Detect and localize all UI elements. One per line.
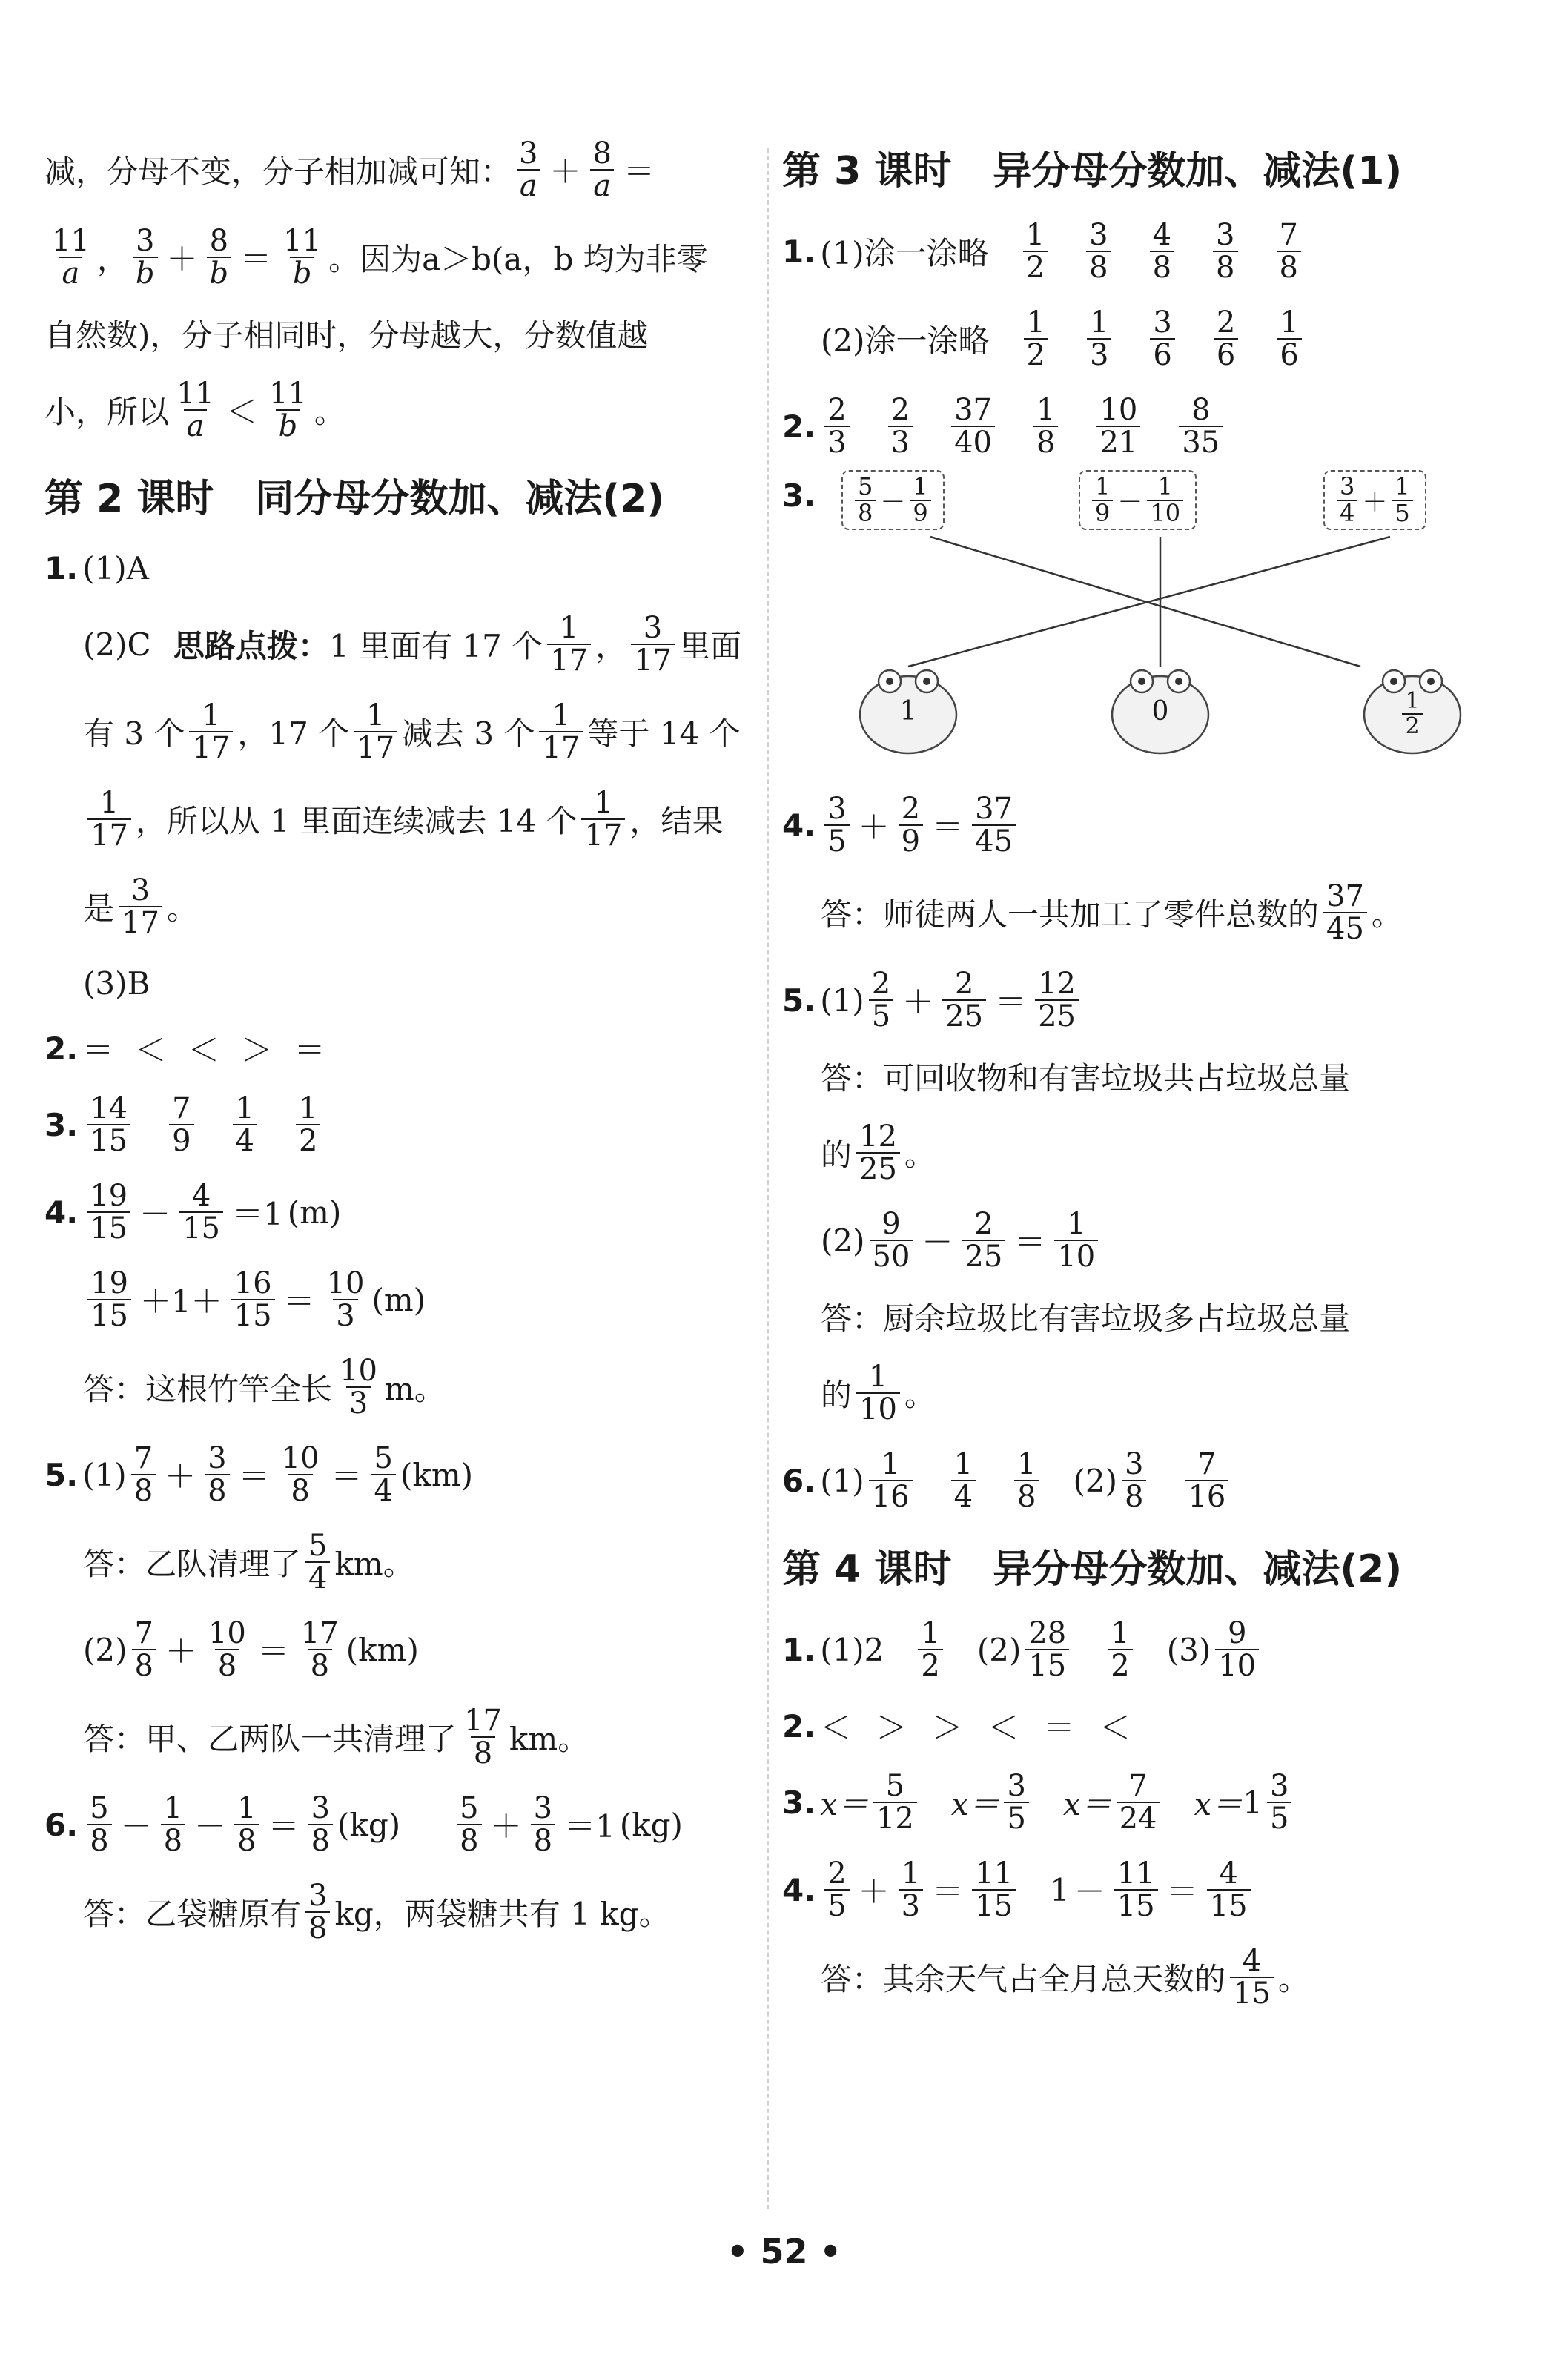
left-column [44, 126, 741, 1956]
answer-line: (3)B [83, 965, 150, 1002]
fraction: $\frac{1}{17}$ [189, 700, 233, 764]
fraction: $\frac{5}{4}$ [305, 1530, 330, 1594]
fraction: $\frac{10}{8}$ [208, 1616, 246, 1683]
fraction: $\frac{1}{17}$ [581, 787, 625, 851]
question-number: 5. [44, 1456, 79, 1493]
answer-line: 答：其余天气占全月总天数的 $\frac{4}{15}$ 。 [821, 1944, 1309, 2011]
fraction: $\frac{3}{8}$ [308, 1793, 333, 1856]
fraction: $\frac{1}{17}$ [87, 787, 131, 851]
fraction: $\frac{2}{25}$ [942, 968, 986, 1032]
fraction: $\frac{17}{8}$ [300, 1616, 339, 1683]
fraction: $\frac{1}{17}$ [539, 700, 583, 764]
answer-line: 1. (1)2 $\frac{1}{2}$ (2) $\frac{28}{15}$ $\frac{1}{2}$ (3) $\frac{9}{10}$ [782, 1606, 1524, 1693]
lesson-4-heading: 第 4 课时 异分母分数加、减法(2) [782, 1547, 1403, 1592]
text: 里面 [678, 628, 741, 664]
fraction: $\frac{1}{2}$ [918, 1618, 942, 1681]
fraction: $\frac{4}{15}$ [179, 1180, 223, 1244]
fraction: $\frac{7}{24}$ [1117, 1770, 1160, 1834]
expression-tag: $\frac{3}{4}$ ＋ $\frac{1}{5}$ [1323, 470, 1426, 530]
fraction: $\frac{10}{3}$ [326, 1266, 365, 1333]
fraction: $\frac{3}{8}$ [1086, 219, 1111, 283]
fraction: $\frac{4}{8}$ [1150, 219, 1174, 283]
frog-value: 0 [1151, 696, 1169, 727]
fraction: $\frac{19}{15}$ [87, 1180, 130, 1244]
answer-line: $\frac{1}{17}$ ，所以从 1 里面连续减去 14 个 $\frac{1}{17}$ ，结果 [44, 775, 741, 863]
fraction: $\frac{3}{8}$ [1213, 219, 1237, 283]
text-line: 小，所以 $\frac{11}{a}$ ＜ $\frac{11}{b}$ 。 [44, 377, 345, 443]
answer-line: 2. ＝ ＜ ＜ ＞ ＝ [44, 1030, 331, 1068]
fraction: $\frac{1}{10}$ [1054, 1208, 1098, 1272]
fraction: $\frac{1}{8}$ [234, 1793, 259, 1856]
fraction: $\frac{7}{16}$ [1185, 1449, 1228, 1512]
fraction: $\frac{2}{25}$ [962, 1208, 1005, 1272]
lesson-3-heading: 第 3 课时 异分母分数加、减法(1) [782, 148, 1403, 194]
fraction: $\frac{3}{8}$ [1122, 1449, 1146, 1512]
page-number: • 52 • [727, 2232, 841, 2272]
text: 。因为 [328, 241, 423, 277]
fraction: $\frac{1}{6}$ [1277, 307, 1301, 371]
fraction: $\frac{5}{8}$ [457, 1793, 481, 1856]
fraction: $\frac{3}{a}$ [516, 138, 540, 202]
question-number: 3. [782, 477, 816, 514]
fraction: $\frac{1}{4}$ [951, 1449, 976, 1512]
fraction: $\frac{1}{4}$ [233, 1093, 257, 1157]
fraction: $\frac{2}{5}$ [824, 1858, 849, 1922]
fraction: $\frac{1}{3}$ [1087, 307, 1111, 371]
text: (2)C [83, 626, 151, 663]
fraction: $\frac{1}{2}$ [1023, 219, 1048, 283]
fraction: $\frac{28}{15}$ [1025, 1618, 1069, 1681]
text: 小，所以 [44, 394, 170, 430]
fraction: $\frac{11}{a}$ [176, 377, 214, 443]
fraction: $\frac{10}{21}$ [1096, 394, 1140, 458]
question-number: 4. [782, 807, 816, 844]
answer-line: 答：可回收物和有害垃圾共占垃圾总量 [821, 1060, 1351, 1097]
fraction: $\frac{9}{50}$ [870, 1208, 913, 1272]
column-divider [767, 148, 769, 2209]
fraction: $\frac{2}{5}$ [869, 968, 893, 1032]
fraction: $\frac{2}{9}$ [899, 793, 923, 857]
fraction: $\frac{1}{17}$ [354, 700, 397, 764]
answer-line [782, 383, 1524, 470]
fraction: $\frac{4}{15}$ [1230, 1945, 1274, 2009]
answer-line: 答：乙队清理了 $\frac{5}{4}$ km。 [83, 1529, 414, 1595]
fraction: $\frac{1}{2}$ [1108, 1618, 1132, 1681]
fraction: $\frac{1}{8}$ [1033, 394, 1058, 458]
text-line [44, 301, 741, 366]
answer-line: 答：乙袋糖原有 $\frac{3}{8}$ kg，两袋糖共有 1 kg。 [83, 1879, 670, 1945]
fraction: $\frac{1}{17}$ [547, 612, 591, 676]
fraction: $\frac{9}{10}$ [1215, 1618, 1259, 1681]
fraction: $\frac{37}{45}$ [1323, 881, 1367, 945]
fraction: $\frac{11}{a}$ [52, 224, 90, 291]
fraction: $\frac{8}{b}$ [207, 225, 232, 289]
fraction: $\frac{3}{8}$ [305, 1880, 330, 1944]
fraction: $\frac{37}{45}$ [972, 793, 1016, 857]
fraction: $\frac{17}{8}$ [464, 1704, 502, 1770]
fraction: $\frac{7}{8}$ [131, 1443, 156, 1507]
fraction: $\frac{1}{10}$ [856, 1361, 900, 1425]
question-number: 2. [44, 1030, 79, 1067]
question-number: 3. [782, 1784, 816, 1821]
matching-diagram [827, 470, 1494, 759]
fraction: $\frac{12}{25}$ [1035, 968, 1079, 1032]
fraction: $\frac{37}{40}$ [951, 394, 995, 458]
answer-line [44, 535, 741, 601]
fraction: $\frac{1}{8}$ [1014, 1449, 1039, 1512]
text-line: $\frac{11}{a}$ ， $\frac{3}{b}$ ＋ $\frac{8}{b}$ ＝ $\frac{11}{b}$ 。因为 a＞b(a，b 均为非零 [44, 214, 741, 301]
fraction: $\frac{7}{8}$ [1277, 219, 1301, 283]
answer-line: (2)涂一涂略 $\frac{1}{2}$ $\frac{1}{3}$ $\frac{3}{6}$ $\frac{2}{6}$ $\frac{1}{6}$ [782, 295, 1524, 383]
expression-tag: $\frac{1}{9}$ － $\frac{1}{10}$ [1079, 470, 1197, 530]
fraction: $\frac{3}{17}$ [119, 875, 162, 939]
answer-line: 是 $\frac{3}{17}$ 。 [83, 873, 198, 940]
answer-line: 6. $\frac{5}{8}$ － $\frac{1}{8}$ － $\frac{1}{8}$ ＝ $\frac{3}{8}$ (kg) $\frac{5}{8}$ ＋ $\frac{3}{8}$ ＝1 (kg) [44, 1791, 683, 1858]
fraction: $\frac{14}{15}$ [87, 1093, 130, 1157]
fraction: $\frac{5}{8}$ [87, 1793, 111, 1856]
question-number: 2. [782, 408, 816, 445]
answer-line: 4. $\frac{2}{5}$ ＋ $\frac{1}{3}$ ＝ $\frac{11}{15}$ 1 － $\frac{11}{15}$ ＝ $\frac{4}{15}$ [782, 1846, 1524, 1934]
fraction: $\frac{5}{12}$ [873, 1770, 917, 1834]
fraction: $\frac{3}{5}$ [824, 793, 849, 857]
fraction: $\frac{2}{6}$ [1214, 307, 1238, 371]
question-number: 6. [44, 1806, 79, 1843]
answer-line: 3. x＝ $\frac{5}{12}$ x＝ $\frac{3}{5}$ x＝ $\frac{7}{24}$ x＝ 1 $\frac{3}{5}$ [782, 1759, 1524, 1846]
answer-line: 答：厨余垃圾比有害垃圾多占垃圾总量 [821, 1300, 1351, 1337]
fraction: $\frac{3}{b}$ [133, 225, 158, 289]
answer-line: 的 $\frac{12}{25}$ 。 [821, 1119, 936, 1186]
text: 1 里面有 17 个 [328, 628, 543, 664]
fraction: $\frac{19}{15}$ [87, 1268, 131, 1332]
fraction: $\frac{7}{9}$ [169, 1093, 193, 1157]
fraction: $\frac{10}{3}$ [340, 1354, 377, 1421]
right-column [782, 126, 1524, 2021]
answer-line: $\frac{19}{15}$ ＋1＋ $\frac{16}{15}$ ＝ $\frac{10}{3}$ (m) [44, 1256, 741, 1343]
fraction: $\frac{11}{15}$ [972, 1858, 1016, 1922]
answer-line: 1. (1)涂一涂略 $\frac{1}{2}$ $\frac{3}{8}$ $\frac{4}{8}$ $\frac{3}{8}$ $\frac{7}{8}$ [782, 208, 1524, 295]
answer-line: 4. $\frac{19}{15}$ － $\frac{4}{15}$ ＝1 (m) [44, 1179, 342, 1246]
answer-line: 答：师徒两人一共加工了零件总数的 $\frac{37}{45}$ 。 [821, 879, 1403, 946]
fraction: $\frac{1}{2}$ [1024, 307, 1048, 371]
question-number: 1. [44, 549, 79, 586]
fraction: $\frac{1}{16}$ [869, 1449, 913, 1512]
fraction: $\frac{2}{3}$ [888, 394, 913, 458]
fraction: $\frac{8}{a}$ [589, 138, 614, 202]
fraction: $\frac{4}{15}$ [1207, 1858, 1251, 1922]
fraction: $\frac{8}{35}$ [1179, 394, 1223, 458]
fraction: $\frac{16}{15}$ [231, 1268, 275, 1332]
fraction: $\frac{11}{b}$ [283, 224, 322, 291]
fraction: $\frac{1}{2}$ [296, 1093, 320, 1157]
expression-tag: $\frac{5}{8}$ － $\frac{1}{9}$ [841, 470, 945, 530]
answer-line: 2. ＜ ＞ ＞ ＜ ＝ ＜ [782, 1707, 1138, 1746]
fraction: $\frac{11}{b}$ [268, 377, 307, 443]
fraction: $\frac{3}{8}$ [205, 1443, 229, 1507]
question-number: 4. [782, 1871, 816, 1908]
fraction: $\frac{3}{6}$ [1150, 307, 1174, 371]
text: (1)A [82, 549, 150, 586]
fraction: $\frac{10}{8}$ [281, 1441, 320, 1508]
text: 减，分母不变，分子相加减可知： [44, 153, 512, 190]
answer-line: 6. (1) $\frac{1}{16}$ $\frac{1}{4}$ $\frac{1}{8}$ (2) $\frac{3}{8}$ $\frac{7}{16}$ [782, 1437, 1524, 1524]
answer-line: 答：甲、乙两队一共清理了 $\frac{17}{8}$ km。 [83, 1704, 589, 1770]
matching-question [782, 470, 1524, 781]
fraction: $\frac{11}{15}$ [1114, 1858, 1158, 1922]
fraction: $\frac{7}{8}$ [132, 1618, 156, 1681]
text-line: 减，分母不变，分子相加减可知： $\frac{3}{a}$ ＋ $\frac{8}{a}$ ＝ [44, 136, 655, 203]
answer-line: 答：这根竹竿全长 $\frac{10}{3}$ m。 [83, 1354, 446, 1421]
question-number: 4. [44, 1194, 79, 1231]
frog-value: 1 [899, 696, 917, 727]
fraction: $\frac{1}{8}$ [161, 1793, 185, 1856]
lesson-2-heading: 第 2 课时 同分母分数加、减法(2) [44, 476, 665, 521]
answer-line: 的 $\frac{1}{10}$ 。 [821, 1360, 936, 1426]
fraction: $\frac{2}{3}$ [824, 394, 849, 458]
question-number: 3. [44, 1106, 79, 1143]
answer-line: (2) $\frac{7}{8}$ ＋ $\frac{10}{8}$ ＝ $\frac{17}{8}$ (km) [83, 1616, 419, 1683]
answer-line: 4. $\frac{3}{5}$ ＋ $\frac{2}{9}$ ＝ $\frac{37}{45}$ [782, 781, 1524, 869]
answer-line: 5. (1) $\frac{7}{8}$ ＋ $\frac{3}{8}$ ＝ $\frac{10}{8}$ ＝ $\frac{5}{4}$ (km) [44, 1441, 474, 1508]
answer-line: 5. (1) $\frac{2}{5}$ ＋ $\frac{2}{25}$ ＝ $\frac{12}{25}$ [782, 956, 1524, 1044]
fraction: $\frac{12}{25}$ [856, 1121, 900, 1185]
frog-value: $\frac{1}{2}$ [1360, 689, 1464, 738]
fraction: $\frac{3}{8}$ [531, 1793, 555, 1856]
answer-line: 有 3 个 $\frac{1}{17}$ ，17 个 $\frac{1}{17}$ 减去 3 个 $\frac{1}{17}$ 等于 14 个 [83, 698, 741, 765]
fraction: $\frac{3}{5}$ [1004, 1770, 1028, 1834]
answer-line [44, 1081, 741, 1168]
answer-line: (2)C 思路点拨： 1 里面有 17 个 $\frac{1}{17}$ ， $\frac{3}{17}$ 里面 [83, 611, 741, 678]
question-number: 1. [782, 1631, 816, 1668]
question-number: 6. [782, 1462, 816, 1499]
question-number: 5. [782, 982, 816, 1019]
fraction: $\frac{1}{3}$ [899, 1858, 923, 1922]
question-number: 1. [782, 233, 816, 270]
fraction: $\frac{3}{5}$ [1267, 1770, 1291, 1834]
text: a＞b(a，b 均为非零 [422, 241, 708, 277]
hint-label: 思路点拨： [173, 628, 329, 664]
text: 自然数)，分子相同时，分母越大，分数值越 [44, 317, 649, 354]
fraction: $\frac{3}{17}$ [631, 612, 675, 676]
answer-line: (2) $\frac{9}{50}$ － $\frac{2}{25}$ ＝ $\frac{1}{10}$ [782, 1197, 1524, 1284]
question-number: 2. [782, 1707, 816, 1744]
fraction: $\frac{5}{4}$ [371, 1443, 396, 1507]
